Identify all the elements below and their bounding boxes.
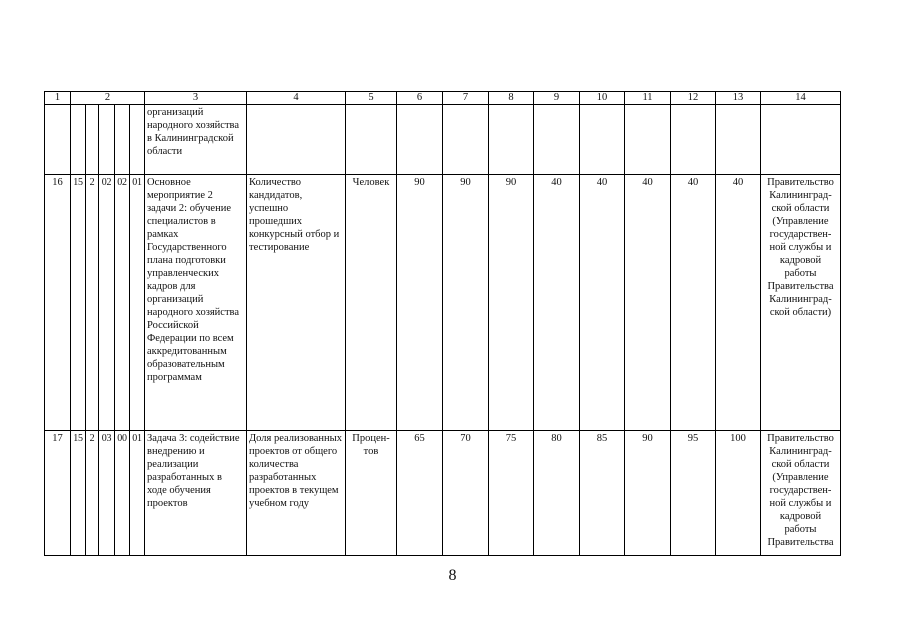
value-cell: 40 [580,175,625,431]
page-number: 8 [448,567,457,584]
indicator-cell: Количество кандидатов, успешно прошедших конкурсный отбор и тестирование [247,175,346,431]
header-cell: 4 [247,92,346,105]
value-cell: 100 [716,431,761,556]
responsible-cell: Правительство Калининград-ской области (Управление государствен-ной службы и кадровой работы Правительства Калининград-ской области) [761,175,841,431]
value-cell: 70 [443,431,489,556]
table-row [45,431,841,556]
row-number: 17 [45,431,71,556]
value-cell: 40 [671,175,716,431]
value-cell: 40 [534,175,580,431]
header-cell: 7 [443,92,489,105]
code-cell: 02 [99,175,115,431]
code-cell: 00 [115,431,130,556]
value-cell: 40 [625,175,671,431]
value-cell: 90 [443,175,489,431]
code-cell: 01 [130,431,145,556]
code-cell: 01 [130,175,145,431]
header-cell: 6 [397,92,443,105]
row-number: 16 [45,175,71,431]
header-cell: 8 [489,92,534,105]
header-cell: 3 [145,92,247,105]
value-cell: 95 [671,431,716,556]
responsible-cell: Правительство Калининград-ской области (Управление государствен-ной службы и кадровой работы Правительства [761,431,841,556]
code-cell: 2 [86,431,99,556]
value-cell: 90 [397,175,443,431]
code-cell: 02 [115,175,130,431]
code-cell: 15 [71,431,86,556]
header-cell: 9 [534,92,580,105]
header-cell: 14 [761,92,841,105]
value-cell: 90 [625,431,671,556]
value-cell: 75 [489,431,534,556]
activity-name-cell: Основное мероприятие 2 задачи 2: обучение специалистов в рамках Государственного плана подготовки управленческих кадров для организаций народного хозяйства Российской Федерации по всем аккредитованным образовательным программам [145,175,247,431]
value-cell: 65 [397,431,443,556]
indicator-cell: Доля реализованных проектов от общего количества разработанных проектов в текущем учебном году [247,431,346,556]
code-cell: 2 [86,175,99,431]
unit-cell: Человек [346,175,397,431]
value-cell: 40 [716,175,761,431]
unit-cell: Процен-тов [346,431,397,556]
value-cell: 85 [580,431,625,556]
code-cell: 03 [99,431,115,556]
value-cell: 90 [489,175,534,431]
header-cell: 1 [45,92,71,105]
activity-name-cell: Задача 3: содействие внедрению и реализации разработанных в ходе обучения проектов [145,431,247,556]
header-cell: 12 [671,92,716,105]
table-header-row [45,92,841,105]
value-cell: 80 [534,431,580,556]
header-cell: 11 [625,92,671,105]
header-cell: 2 [71,92,145,105]
code-cell: 15 [71,175,86,431]
table-row [45,175,841,431]
header-cell: 5 [346,92,397,105]
header-cell: 13 [716,92,761,105]
indicators-table [44,91,841,556]
table-row-continuation [45,105,841,175]
activity-name-cell: организаций народного хозяйства в Калининградской области [145,105,247,175]
header-cell: 10 [580,92,625,105]
